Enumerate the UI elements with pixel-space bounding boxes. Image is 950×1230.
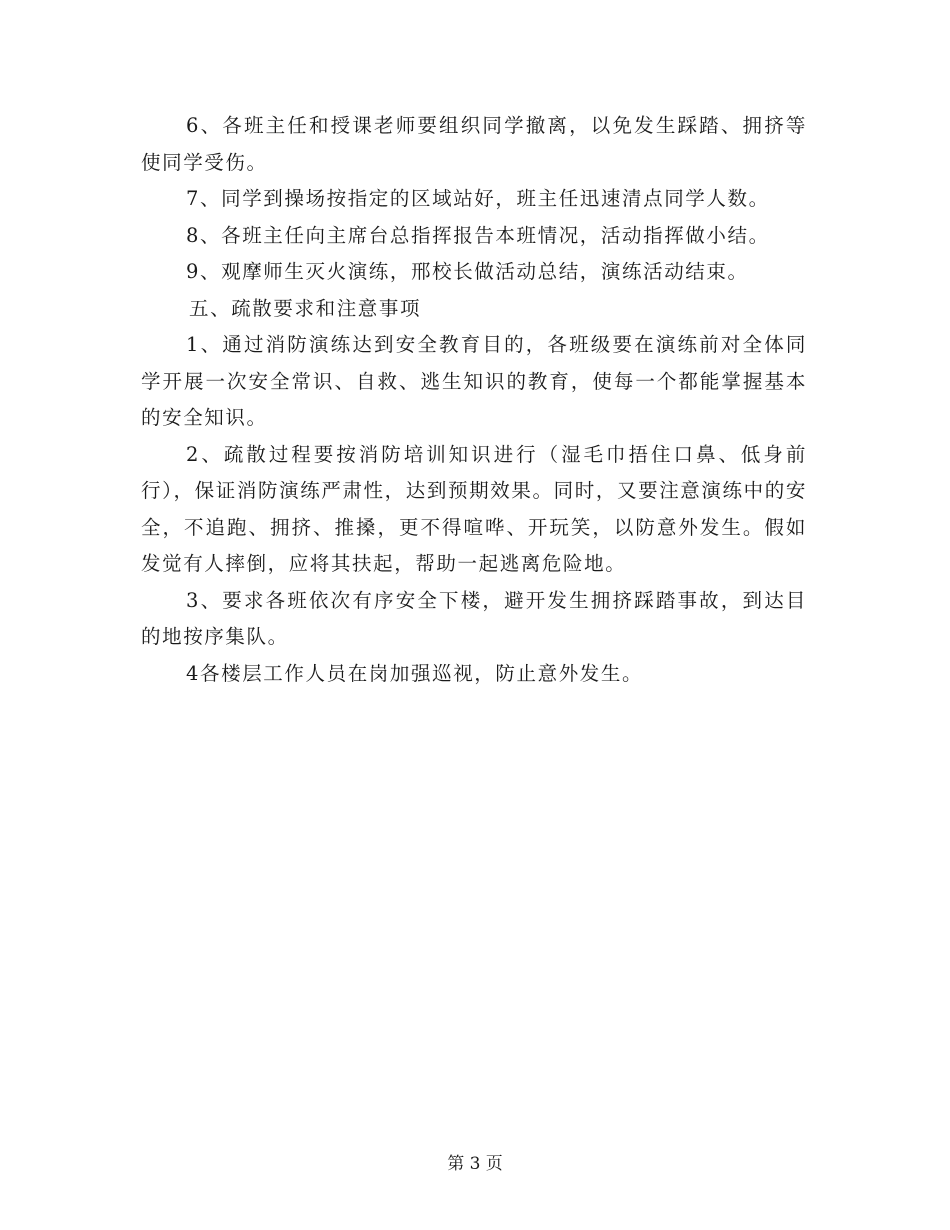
requirement-4: 4各楼层工作人员在岗加强巡视，防止意外发生。 — [186, 661, 644, 685]
paragraph-step-7: 7、同学到操场按指定的区域站好，班主任迅速清点同学人数。 — [186, 187, 770, 210]
paragraph-step-9: 9、观摩师生灭火演练，邢校长做活动总结，演练活动结束。 — [186, 260, 749, 283]
paragraph-step-6: 6、各班主任和授课老师要组织同学撤离，以免发生踩踏、拥挤等使同学受伤。 — [141, 114, 807, 174]
requirement-1: 1、通过消防演练达到安全教育目的，各班级要在演练前对全体同学开展一次安全常识、自救、逃生知识的教育，使每一个都能掌握基本的安全知识。 — [141, 333, 807, 429]
page-number: 第 3 页 — [447, 1154, 503, 1174]
requirement-2: 2、疏散过程要按消防培训知识进行（湿毛巾捂住口鼻、低身前行），保证消防演练严肃性，达到预期效果。同时，又要注意演练中的安全，不追跑、拥挤、推搡，更不得喧哗、开玩笑，以防意外发生。假如发觉有人摔倒，应将其扶起，帮助一起逃离危险地。 — [141, 442, 807, 575]
requirement-3: 3、要求各班依次有序安全下楼，避开发生拥挤踩踏事故，到达目的地按序集队。 — [141, 588, 807, 648]
paragraph-step-8: 8、各班主任向主席台总指挥报告本班情况，活动指挥做小结。 — [186, 223, 770, 247]
document-body — [141, 108, 807, 692]
section-heading: 五、疏散要求和注意事项 — [189, 296, 422, 320]
